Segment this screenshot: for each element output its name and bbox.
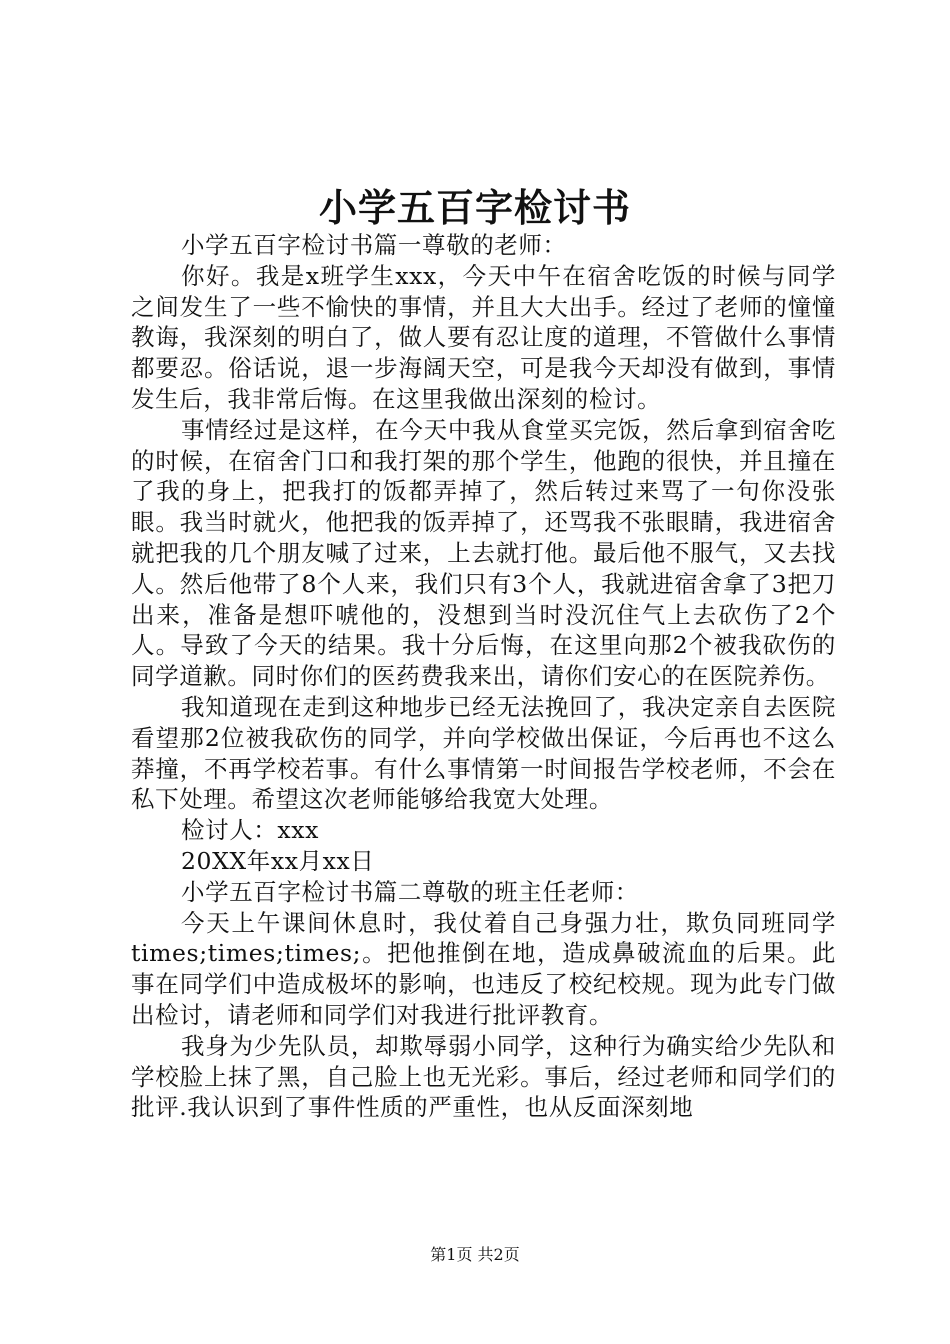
paragraph-heading-2: 小学五百字检讨书篇二尊敬的班主任老师： xyxy=(181,877,639,906)
date-line: 20XX年xx月xx日 xyxy=(181,846,375,875)
paragraph: 今天上午课间休息时，我仗着自己身强力壮，欺负同班同学times;times;times;。把他推倒在地，造成鼻破流血的后果。此事在同学们中造成极坏的影响，也违反了校纪校规。现为此专门做出检讨，请老师和同学们对我进行批评教育。 xyxy=(131,908,836,1029)
paragraph: 事情经过是这样，在今天中我从食堂买完饭，然后拿到宿舍吃的时候，在宿舍门口和我打架的那个学生，他跑的很快，并且撞在了我的身上，把我打的饭都弄掉了，然后转过来骂了一句你没张眼。我当时就火，他把我的饭弄掉了，还骂我不张眼睛，我进宿舍就把我的几个朋友喊了过来，上去就打他。最后他不服气，又去找人。然后他带了8个人来，我们只有3个人，我就进宿舍拿了3把刀出来，准备是想吓唬他的，没想到当时没沉住气上去砍伤了2个人。导致了今天的结果。我十分后悔，在这里向那2个被我砍伤的同学道歉。同时你们的医药费我来出，请你们安心的在医院养伤。 xyxy=(131,415,836,691)
signature-line: 检讨人：xxx xyxy=(181,816,319,845)
paragraph-heading-1: 小学五百字检讨书篇一尊敬的老师： xyxy=(181,231,567,259)
paragraph: 我知道现在走到这种地步已经无法挽回了，我决定亲自去医院看望那2位被我砍伤的同学，并向学校做出保证，今后再也不这么莽撞，不再学校若事。有什么事情第一时间报告学校老师，不会在私下处理。希望这次老师能够给我宽大处理。 xyxy=(131,692,836,814)
document-body xyxy=(131,230,836,1123)
paragraph: 你好。我是x班学生xxx，今天中午在宿舍吃饭的时候与同学之间发生了一些不愉快的事情，并且大大出手。经过了老师的憧憧教诲，我深刻的明白了，做人要有忍让度的道理，不管做什么事情都要忍。俗话说，退一步海阔天空，可是我今天却没有做到，事情发生后，我非常后悔。在这里我做出深刻的检讨。 xyxy=(131,261,836,413)
page-footer: 第1页 共2页 xyxy=(430,1245,520,1264)
paragraph: 我身为少先队员，却欺辱弱小同学，这种行为确实给少先队和学校脸上抹了黑，自己脸上也无光彩。事后，经过老师和同学们的批评.我认识到了事件性质的严重性，也从反面深刻地 xyxy=(131,1031,836,1122)
document-title: 小学五百字检讨书 xyxy=(318,185,631,230)
